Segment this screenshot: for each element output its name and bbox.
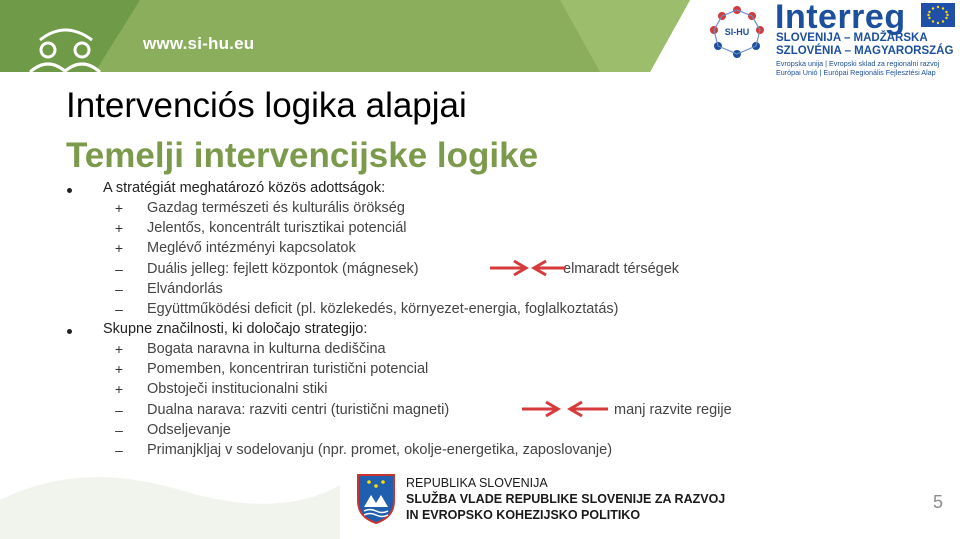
list-item: Együttműködési deficit (pl. közlekedés, környezet-energia, foglalkoztatás) <box>147 301 619 317</box>
plus-marker: + <box>114 341 124 357</box>
plus-marker: + <box>114 220 124 236</box>
program-line-sl-hu: SLOVENIJA – MADŽARSKA <box>776 32 928 44</box>
sl-intro: Skupne značilnosti, ki določajo strategijo: <box>103 321 368 337</box>
bullet-dot <box>67 188 72 193</box>
plus-marker: + <box>114 200 124 216</box>
minus-marker: – <box>115 261 123 277</box>
list-item: Odseljevanje <box>147 422 231 438</box>
page-subtitle: Temelji intervencijske logike <box>66 136 539 175</box>
list-item: Pomemben, koncentriran turistični potencial <box>147 361 429 377</box>
sl-dual-right: manj razvite regije <box>614 402 732 418</box>
opposing-arrows-icon <box>520 399 610 419</box>
footer-office: SLUŽBA VLADE REPUBLIKE SLOVENIJE ZA RAZVOJ <box>406 492 726 506</box>
eu-flag-icon <box>921 3 955 27</box>
program-line-hu-sl: SZLOVÉNIA – MAGYARORSZÁG <box>776 45 954 57</box>
slovenian-coat-of-arms-icon <box>355 473 397 525</box>
list-item: Elvándorlás <box>147 281 223 297</box>
plus-marker: + <box>114 240 124 256</box>
hu-intro: A stratégiát meghatározó közös adottságok: <box>103 180 386 196</box>
interreg-logo-text: Interreg <box>775 0 906 36</box>
minus-marker: – <box>115 442 123 458</box>
logo-mark-text: SI-HU <box>724 27 750 37</box>
minus-marker: – <box>115 301 123 317</box>
list-item: Dualna narava: razviti centri (turistični magneti) <box>147 402 450 418</box>
minus-marker: – <box>115 281 123 297</box>
list-item: Jelentős, koncentrált turisztikai potenciál <box>147 220 407 236</box>
minus-marker: – <box>115 402 123 418</box>
fund-line-sl: Evropska unija | Evropski sklad za regionalni razvoj <box>776 59 940 68</box>
bottom-decoration <box>0 440 340 539</box>
footer-republic: REPUBLIKA SLOVENIJA <box>406 476 548 490</box>
opposing-arrows-icon <box>488 258 568 278</box>
list-item: Meglévő intézményi kapcsolatok <box>147 240 356 256</box>
page-number: 5 <box>933 492 944 512</box>
fund-line-hu: Európai Unió | Európai Regionális Fejlesztési Alap <box>776 68 936 77</box>
hu-dual-right: elmaradt térségek <box>563 261 680 277</box>
minus-marker: – <box>115 422 123 438</box>
list-item: Bogata naravna in kulturna dediščina <box>147 341 386 357</box>
bullet-dot <box>67 329 72 334</box>
page-title: Intervenciós logika alapjai <box>66 86 467 125</box>
list-item: Gazdag természeti és kulturális örökség <box>147 200 405 216</box>
plus-marker: + <box>114 361 124 377</box>
list-item: Obstoječi institucionalni stiki <box>147 381 328 397</box>
plus-marker: + <box>114 381 124 397</box>
footer-office-2: IN EVROPSKO KOHEZIJSKO POLITIKO <box>406 508 641 522</box>
list-item: Duális jelleg: fejlett központok (mágnesek) <box>147 261 419 277</box>
si-hu-logo <box>702 2 772 62</box>
site-url[interactable]: www.si-hu.eu <box>143 34 255 53</box>
list-item: Primanjkljaj v sodelovanju (npr. promet, okolje-energetika, zaposlovanje) <box>147 442 613 458</box>
